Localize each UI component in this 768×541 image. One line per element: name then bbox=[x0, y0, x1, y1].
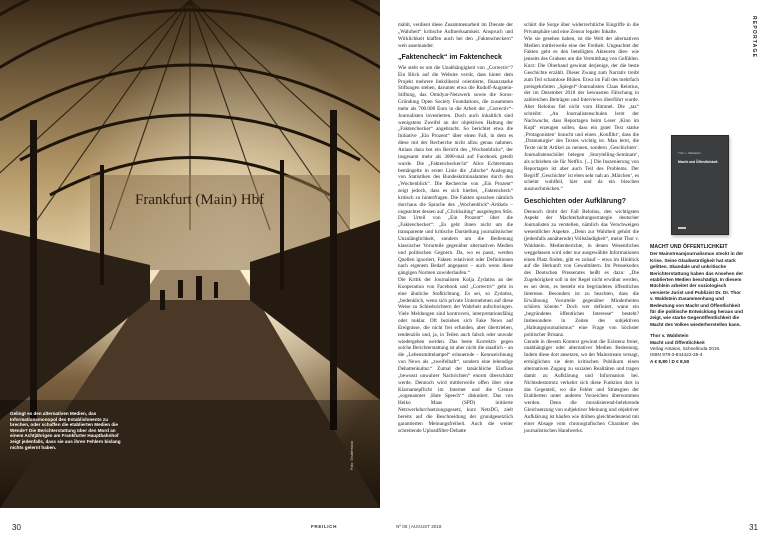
photo-credit: Foto: Shutterstock bbox=[350, 440, 354, 470]
page-number-left: 30 bbox=[12, 523, 21, 532]
book-box bbox=[650, 244, 745, 365]
book-meta-price: A € 8,80 / D € 8,50 bbox=[650, 358, 690, 364]
article-column-1 bbox=[398, 22, 513, 434]
book-meta-title: Macht und Öffentlichkeit bbox=[650, 339, 705, 345]
book-cover bbox=[671, 135, 729, 235]
section-heading: „Faktencheck“ im Faktencheck bbox=[398, 54, 502, 62]
book-meta bbox=[650, 333, 745, 365]
photo-caption: Gelingt es den alternativen Medien, das Informationsmonopol des Establishments zu brechen, oder schaffen die etablierten Medien die Wende? Die Berichterstattung über den Mord an einem Achtjährigen am Frankfurter Hauptbahnhof zeigt jedenfalls, dass sie aus ihren Fehlern bislang nichts gelernt haben. bbox=[10, 411, 121, 450]
book-meta-isbn: ISBN 978-3-944422-25-4 bbox=[650, 352, 703, 358]
article-column-2 bbox=[524, 22, 639, 434]
issue-info: Nº 05 | AUGUST 2019 bbox=[396, 524, 442, 529]
page-number-right: 31 bbox=[749, 523, 758, 532]
paragraph: Wie steht es um die Unabhängigkeit von „Correctiv“? Ein Blick auf die Website verrät, dass hinter dem Projekt mehrere linksliberal orientierte, finanzstarke Stiftungen stehen, darunter etwa die Rudolf-Augstein-Stiftung, das Omidyar-Netzwerk sowie die Soros-Gründung Open Society Foundations, die zusammen mehr als 700.000 Euro in die Arbeit der „Correctiv“-Journalisten investierten. Doch auch inhaltlich sind wenigstens Zweifel an der objektiven Haltung der „Faktenchecker“ angebracht. So berichtet etwa die Initiative „Ein Prozent“ über einen Fall, in dem es diese mit der Recherche nicht allzu genau nahmen. Anlass dazu bot ein Bericht des „Wochenblicks“, der insgesamt mehr als 3000-mal auf Facebook geteilt wurde. Die „Faktenchecker/in“ Alice Echtermann bemängelte in erster Linie die „falsche“ Auslegung von Statistiken des Bundeskriminalamtes durch den „Wochenblick“. Die Recherche von „Ein Prozent“ zeigt jedoch, dass es sich hierbei, „Faktencheck“ kritisch zu hinterfragen. Die Fakten sprachen nämlich durchaus die Sprache des „Wochenblick“-Artikels – ungeachtet dessen auf „Clickbaiting“ ausgelegten Stils. Das Urteil von „Ein Prozent“ über die „Faktenchecker“: „Es geht ihnen nicht um die transparente und kritische Darstellung journalistischer Unzulänglichkeit, sondern um die Bedienung klassischer Vorurteile gegenüber alternativen Medien und politischen Gegnern. Da, wo es passt, werden Quellen ignoriert, Fakten relativiert oder Definitionen nach eigenem Bedarf angepasst – auch wenn diese gängigen Normen zuwiderlaufen.“ bbox=[398, 64, 513, 277]
paragraph: Wie sie gesehen haben, ist die Welt der alternativen Medien mittlerweile eine der Freiheit. Ungeachtet der Fakten geht es den beteiligten Akteuren dies- wie jenseits des Grabens um die Vermittlung von Gefühlen. Kurz: Die Oberhand gewinnt derjenige, der die beste Geschichte erzählt. Dieser Zwang zum Narrativ treibt zum Teil schamlose Blüten. Etwa im Fall des mehrfach preisgekrönten „Spiegel“-Journalisten Claas Relotius, der im Dezember 2018 der bewussten Fälschung in zahlreichen Beiträgen und Interviews überführt wurde. Aber Relotius fiel nicht vom Himmel. Die „taz“ schreibt: „An Journalistenschulen lernt der Nachwuchs, dass Reportagen beim Leser ‚Kino im Kopf‘ erzeugen sollen, dass ein guter Text starke ‚Protagonisten‘ braucht und einen ‚Konflikt‘, dass die ‚Dramaturgie‘ des Textes wichtig ist. Man lernt, die Texte nicht Artikel zu nennen, sondern ‚Geschichten‘. Journalistenschüler belegen ‚Storytelling-Seminare‘, als schrieben sie für Netflix. [...] Die Inszenierung von Reportagen ist aber auch Teil des Problems. Der Begriff ‚Geschichte‘ ist eben sehr nah an ‚Märchen‘, es scheint wohlfeil, hier und da ein bisschen auszuschmücken.“ bbox=[524, 35, 639, 193]
station-sign: Frankfurt (Main) Hbf bbox=[135, 192, 265, 208]
book-meta-author: Thor v. Waldstein bbox=[650, 333, 689, 339]
paragraph: Gerade in diesem Kontext gewinnt die Existenz freier, unabhängiger oder alternativer Medien Bedeutung. Indem diese dort ansetzen, wo der Mainstream versagt, ermöglichen sie dem kritischen Publikum einen alternativen Zugang zu sozialen Realitäten und tragen damit zu Aufklärung und Information bei. Nichtsdestotrotz verkehrt sich diese Funktion dort in das Gegenteil, wo die Fehler und Strategien der Etablierten unter anderen Vorzeichen übernommen werden. Denn die moralisierend-belehrende Gleichsetzung von subjektiver Meinung und objektiver Aufklärung ist häufen wie drüben gleichbedeutend mit einer Absage vom chronografischen Charakter des journalistischen Handwerks. bbox=[524, 338, 639, 434]
section-label: REPORTAGE bbox=[751, 16, 757, 59]
book-cover-author: Thor v. Waldstein bbox=[678, 151, 702, 155]
paragraph: Dennoch droht der Fall Relotius, den wichtigsten Aspekt der Machterhaltungsstrategie deutscher Journalisten zu verstellen, nämlich das Verschweigen wesentlicher Aspekte. „Denn zur Wahrheit gehört die (jedenfalls annähernde) Vollständigkeit“, meint Thor v. Waldstein. Medienberichte, in denen Wesentliches weggelassen wird oder nur ausgewählte Informationen einen Platz finden, gibt es zuhauf – etwa im Hinblick auf die Herkunft von Gewalttätern. Im Pressekodex des Deutschen Presserates heißt es dazu: „Die Zugehörigkeit soll in der Regel nicht erwähnt werden, es sei denn, es besteht ein begründetes öffentliches Interesse. Besonders ist zu beachten, dass die Erwähnung Vorurteile gegenüber Minderheiten schüren könnte.“ Doch wer definiert, wann ein „begründetes öffentliches Interesse“ besteht? Insbesondere in Zeiten des subjektiven „Haltungsjournalismus“ eine Frage von höchster politischer Brisanz. bbox=[524, 208, 639, 338]
book-box-title: MACHT UND ÖFFENTLICHKEIT bbox=[650, 244, 728, 250]
paragraph: schürt die Sorge über widerrechtliche Eingriffe in die Privatsphäre und eine Zensur legaler Inhalte. bbox=[524, 22, 639, 35]
book-cover-title: Macht und Öffentlichkeit bbox=[678, 160, 718, 164]
paragraph: Die Kritik der Journalisten Kolja Zydatiss an der Kooperation von Facebook und „Correctiv“ geht in eine ähnliche Stoßrichtung. Es sei, so Zydatiss, „bedenklich, wenn sich private Unternehmen auf diese Weise zu Schiedsrichtern der Wahrheit aufschwingen. Viele Meldungen sind kontrovers, interpretationsfähig oder nuklar. Oft beziehen sich Fake News auf Ereignisse, die nicht frei erfunden, aber übertrieben, tendenziös und, ja, in Teilen auch falsch oder unwahr wiedergeben werden. Das beste Korrektiv gegen solche Berichterstattung ist aber nicht die staatlich – an die „Lebensmittelampel“ erinnernde – Kennzeichnung von News als „zweifelhaft“, sondern eine lebendige Debattenkultur.“ Zumal der tatsächliche Einfluss „bewusst unwahrer Nachrichten“ enorm überschätzt werde. Dennoch wird mittlerweile offen über eine Klarnamepflicht im Internet und die Grenze „sogenannter ‚Hate Speech‘“ diskutiert. Das von Heiko Maas (SPD) initiierte Netzwerkdurchsetzungsgesetz, kurz NetzDG, zielt bereits auf die Beschneidung der grundgesetzlich garantierten Meinungsfreiheit. Auch die weiter schreitende Uploadfilter-Debatte bbox=[398, 277, 513, 434]
book-meta-publisher: Verlag Antaios, Schnellroda 2016. bbox=[650, 345, 721, 351]
paragraph: mählt, verdient diese Zusammenarbeit im Dienste der „Wahrheit“ kritische Aufmerksamkeit. Anspruch und Wirklichkeit klaffen auch bei den „Faktencheckern“ weit auseinander. bbox=[398, 22, 513, 49]
publisher-logo-icon bbox=[678, 227, 686, 229]
section-heading: Geschichten oder Aufklärung? bbox=[524, 198, 627, 206]
book-box-text: Der Mainstreamjournalismus steckt in der Krise. Seine Glaubwürdigkeit hat stark gelitten. Skandale und unkritische Berichterstattung haben das Ansehen der etablierten Medien beschädigt. In diesem Büchlein arbeitet der soziologisch versierte Jurist und Publizist Dr. Dr. Thor v. Waldstein Zusammenhang und Bedeutung von Macht und Öffentlichkeit für die politische Entwicklung heraus und zeigt, wie starke Gegenöffentlichkeit die Macht des Volkes wiederherstellen kann. bbox=[650, 251, 744, 327]
magazine-name: FREILICH bbox=[311, 524, 337, 529]
